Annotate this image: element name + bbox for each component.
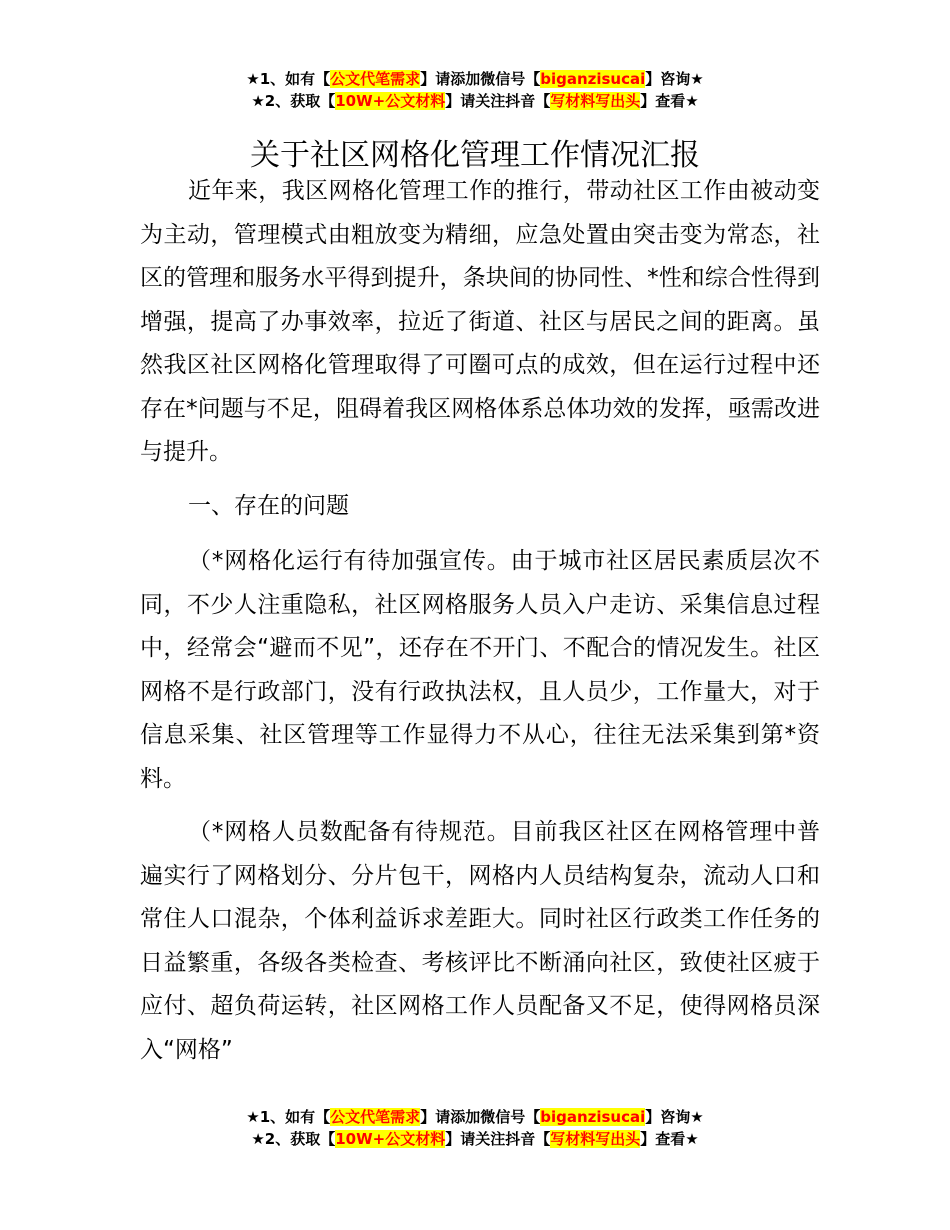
promo-line-2-suffix: 】查看★ <box>640 1130 699 1148</box>
top-promo-banner <box>0 68 950 112</box>
promo-line-2-prefix: ★2、获取【 <box>251 92 336 110</box>
promo-line-2-highlight-1: 10W+公文材料 <box>335 92 446 110</box>
promo-line-1-highlight-2: biganzisucai <box>540 1108 646 1126</box>
promo-line-2-middle: 】请关注抖音【 <box>445 92 551 110</box>
promo-line-1-prefix: ★1、如有【 <box>246 70 331 88</box>
promo-line-2-middle: 】请关注抖音【 <box>445 1130 551 1148</box>
bottom-promo-banner <box>0 1106 950 1150</box>
promo-line-1-middle: 】请添加微信号【 <box>420 70 541 88</box>
promo-line-2-highlight-2: 写材料写出头 <box>550 92 641 110</box>
paragraph-problem-1: （*网格化运行有待加强宣传。由于城市社区居民素质层次不同，不少人注重隐私，社区网格服务人员入户走访、采集信息过程中，经常会“避而不见”，还存在不开门、不配合的情况发生。社区网格不是行政部门，没有行政执法权，且人员少，工作量大，对于信息采集、社区管理等工作显得力不从心，往往无法采集到第*资料。 <box>140 548 820 792</box>
section-heading-problems: 一、存在的问题 <box>188 492 349 519</box>
promo-line-1 <box>0 68 950 90</box>
promo-line-2-highlight-1: 10W+公文材料 <box>335 1130 446 1148</box>
paragraph-problem-2: （*网格人员数配备有待规范。目前我区社区在网格管理中普遍实行了网格划分、分片包干，网格内人员结构复杂，流动人口和常住人口混杂，个体利益诉求差距大。同时社区行政类工作任务的日益繁重，各级各类检查、考核评比不断涌向社区，致使社区疲于应付、超负荷运转，社区网格工作人员配备又不足，使得网格员深入“网格” <box>140 819 820 1063</box>
promo-line-1 <box>0 1106 950 1128</box>
promo-line-1-highlight-1: 公文代笔需求 <box>330 1108 421 1126</box>
promo-line-1-suffix: 】咨询★ <box>645 1108 704 1126</box>
promo-line-2-highlight-2: 写材料写出头 <box>550 1130 641 1148</box>
promo-line-1-middle: 】请添加微信号【 <box>420 1108 541 1126</box>
promo-line-2 <box>0 90 950 112</box>
promo-line-1-suffix: 】咨询★ <box>645 70 704 88</box>
promo-line-2-prefix: ★2、获取【 <box>251 1130 336 1148</box>
paragraph-intro: 近年来，我区网格化管理工作的推行，带动社区工作由被动变为主动，管理模式由粗放变为精细，应急处置由突击变为常态，社区的管理和服务水平得到提升，条块间的协同性、*性和综合性得到增强，提高了办事效率，拉近了街道、社区与居民之间的距离。虽然我区社区网格化管理取得了可圈可点的成效，但在运行过程中还存在*问题与不足，阻碍着我区网格体系总体功效的发挥，亟需改进与提升。 <box>140 178 820 465</box>
promo-line-2-suffix: 】查看★ <box>640 92 699 110</box>
document-title: 关于社区网格化管理工作情况汇报 <box>250 138 700 174</box>
promo-line-1-prefix: ★1、如有【 <box>246 1108 331 1126</box>
promo-line-1-highlight-1: 公文代笔需求 <box>330 70 421 88</box>
document-body <box>140 170 820 1082</box>
promo-line-1-highlight-2: biganzisucai <box>540 70 646 88</box>
promo-line-2 <box>0 1128 950 1150</box>
